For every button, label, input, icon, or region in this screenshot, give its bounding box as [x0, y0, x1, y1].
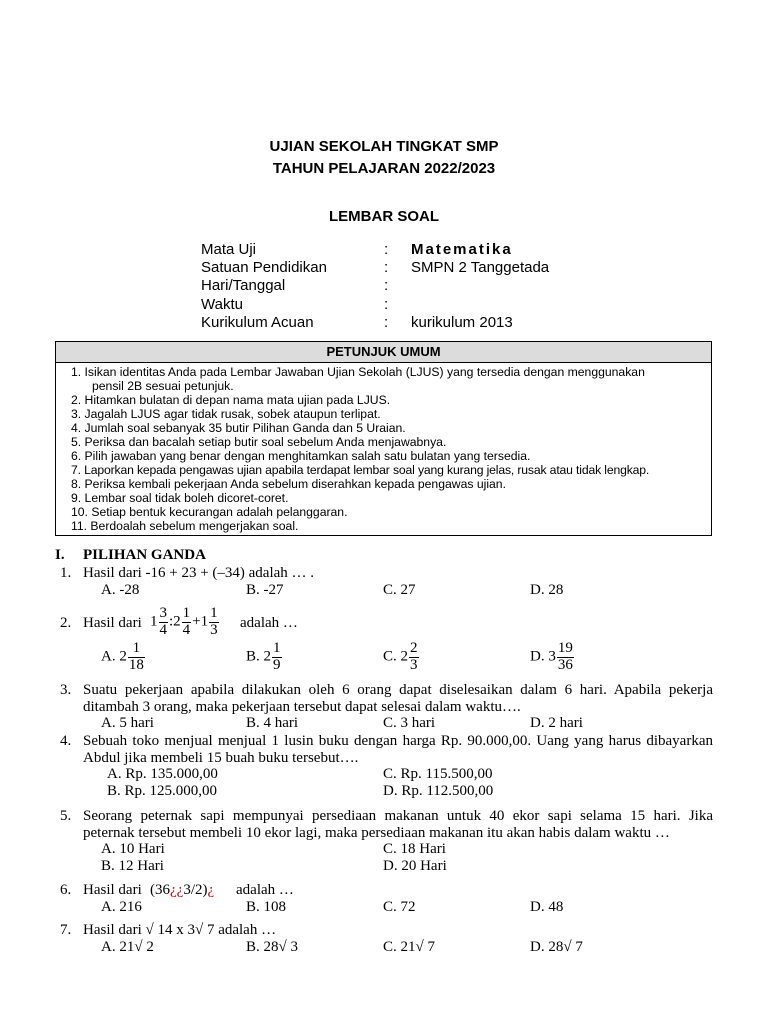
option-b: B. 108: [246, 899, 287, 915]
section-number: I.: [55, 547, 65, 563]
option-d: D. Rp. 112.500,00: [383, 783, 494, 799]
denominator: 3: [210, 621, 218, 638]
option-b: [246, 641, 283, 674]
sheet-title: LEMBAR SOAL: [329, 208, 439, 225]
denominator: 9: [273, 656, 281, 673]
instruction-item: 4. Jumlah soal sebanyak 35 butir Pilihan Ganda dan 5 Uraian.: [71, 421, 406, 435]
numerator: 1: [128, 641, 145, 658]
identity-label: Satuan Pendidikan: [201, 259, 327, 276]
option-label: B.: [246, 648, 260, 665]
identity-value: kurikulum 2013: [411, 314, 513, 331]
identity-colon: :: [384, 241, 389, 258]
instructions-title: PETUNJUK UMUM: [56, 342, 711, 363]
question-number: 3.: [60, 682, 72, 698]
whole-number: 1: [150, 613, 158, 630]
instruction-item: 10. Setiap bentuk kecurangan adalah pelanggaran.: [71, 505, 348, 519]
question-number: 7.: [60, 922, 72, 938]
option-c: C. 72: [383, 899, 416, 915]
question-number: 2.: [60, 615, 72, 631]
numerator: 19: [557, 640, 573, 656]
math-expression: [150, 882, 214, 899]
option-a: A. 21√ 2: [101, 939, 154, 955]
question-text: ditambah 3 orang, maka pekerjaan tersebut dapat selesai dalam waktu….: [83, 699, 521, 715]
error-glyph: ¿¿: [170, 882, 184, 898]
expression-part: (36: [150, 882, 170, 898]
numerator: 1: [210, 605, 218, 621]
question-text: Abdul jika membeli 15 buah buku tersebut….: [83, 750, 359, 766]
identity-label: Hari/Tanggal: [201, 277, 286, 294]
option-label: D.: [530, 648, 545, 665]
identity-label: Kurikulum Acuan: [201, 314, 314, 331]
denominator: 18: [128, 656, 144, 673]
question-text: Hasil dari: [83, 882, 142, 898]
option-a: A. 10 Hari: [101, 841, 165, 857]
identity-label: Waktu: [201, 296, 243, 313]
question-number: 6.: [60, 882, 72, 898]
option-b: B. 4 hari: [246, 715, 299, 731]
option-a: A. 5 hari: [101, 715, 154, 731]
instruction-item: 8. Periksa kembali pekerjaan Anda sebelum diserahkan kepada pengawas ujian.: [71, 477, 506, 491]
instruction-item: pensil 2B sesuai petunjuk.: [92, 379, 234, 393]
numerator: 1: [182, 605, 191, 621]
section-title: PILIHAN GANDA: [83, 547, 206, 563]
expression-part: 3/2): [183, 882, 208, 898]
instruction-item: 11. Berdoalah sebelum mengerjakan soal.: [71, 519, 299, 533]
option-label: A.: [101, 648, 116, 665]
question-number: 1.: [60, 565, 72, 581]
numerator: 3: [159, 605, 167, 621]
identity-value: SMPN 2 Tanggetada: [411, 259, 550, 276]
denominator: 36: [557, 656, 573, 673]
instruction-item: 7. Laporkan kepada pengawas ujian apabila terdapat lembar soal yang kurang jelas, rusak atau tidak lengkap.: [71, 463, 650, 477]
question-suffix: adalah …: [236, 882, 294, 898]
option-c: C. 3 hari: [383, 715, 436, 731]
question-number: 5.: [60, 808, 72, 824]
option-c: C. 18 Hari: [383, 841, 446, 857]
option-c: [383, 641, 420, 674]
identity-colon: :: [384, 314, 389, 331]
option-a: A. Rp. 135.000,00: [107, 766, 218, 782]
whole-number: 3: [548, 648, 556, 665]
instruction-item: 3. Jagalah LJUS agar tidak rusak, sobek ataupun terlipat.: [71, 407, 381, 421]
option-d: D. 28: [530, 582, 564, 598]
question-number: 4.: [60, 733, 72, 749]
fraction: [128, 641, 145, 674]
option-d: D. 2 hari: [530, 715, 583, 731]
identity-colon: :: [384, 277, 389, 294]
identity-colon: :: [384, 296, 389, 313]
fraction: [409, 641, 419, 674]
instruction-item: 9. Lembar soal tidak boleh dicoret-coret.: [71, 491, 289, 505]
instructions-box: [55, 341, 712, 536]
fraction: [209, 606, 219, 639]
option-c: C. 21√ 7: [383, 939, 435, 955]
question-text: Hasil dari -16 + 23 + (–34) adalah … .: [83, 565, 315, 581]
operator: +: [192, 613, 201, 630]
question-text: Suatu pekerjaan apabila dilakukan oleh 6 orang dapat diselesaikan dalam 6 hari. Apabila pekerja: [83, 682, 713, 698]
option-d: [530, 641, 575, 674]
instruction-item: 2. Hitamkan bulatan di depan nama mata ujian pada LJUS.: [71, 393, 391, 407]
option-a: A. -28: [101, 582, 140, 598]
identity-value: Matematika: [411, 241, 513, 258]
option-b: B. Rp. 125.000,00: [107, 783, 218, 799]
question-text: Seorang peternak sapi mempunyai persediaan makanan untuk 40 ekor sapi selama 15 hari. Jika: [83, 808, 713, 824]
numerator: 1: [273, 640, 281, 656]
option-label: C.: [383, 648, 397, 665]
whole-number: 1: [200, 613, 209, 630]
question-text: peternak tersebut membeli 10 ekor lagi, maka persediaan makanan itu akan habis dalam waktu …: [83, 825, 670, 841]
option-d: D. 28√ 7: [530, 939, 583, 955]
option-d: D. 20 Hari: [383, 858, 447, 874]
instruction-item: 1. Isikan identitas Anda pada Lembar Jawaban Ujian Sekolah (LJUS) yang tersedia dengan menggunakan: [71, 365, 645, 379]
whole-number: 2: [263, 648, 272, 665]
option-d: D. 48: [530, 899, 564, 915]
whole-number: 2: [119, 648, 127, 665]
numerator: 2: [410, 640, 418, 656]
whole-number: 2: [400, 648, 409, 665]
option-b: B. 28√ 3: [246, 939, 298, 955]
question-suffix: adalah …: [240, 615, 298, 631]
instruction-item: 6. Pilih jawaban yang benar dengan menghitamkan salah satu bulatan yang tersedia.: [71, 449, 531, 463]
fraction: [182, 606, 192, 639]
question-text: Hasil dari: [83, 615, 142, 631]
whole-number: 2: [173, 613, 181, 630]
question-text: Hasil dari √ 14 x 3√ 7 adalah …: [83, 922, 277, 938]
option-b: B. -27: [246, 582, 284, 598]
question-text: Sebuah toko menjual menjual 1 lusin buku dengan harga Rp. 90.000,00. Uang yang harus dibayarkan: [83, 733, 713, 749]
option-c: C. Rp. 115.500,00: [383, 766, 493, 782]
denominator: 3: [410, 656, 418, 673]
denominator: 4: [159, 621, 167, 638]
option-c: C. 27: [383, 582, 416, 598]
math-expression: [150, 606, 220, 639]
operator: :: [169, 613, 174, 630]
option-a: A. 216: [101, 899, 142, 915]
fraction: [159, 606, 169, 639]
school-year-title: TAHUN PELAJARAN 2022/2023: [272, 160, 496, 177]
error-glyph: ¿: [207, 882, 215, 898]
exam-title: UJIAN SEKOLAH TINGKAT SMP: [269, 138, 499, 155]
denominator: 4: [182, 621, 191, 638]
option-b: B. 12 Hari: [101, 858, 164, 874]
identity-label: Mata Uji: [201, 241, 257, 258]
instruction-item: 5. Periksa dan bacalah setiap butir soal sebelum Anda menjawabnya.: [71, 435, 447, 449]
identity-colon: :: [384, 259, 389, 276]
option-a: [101, 641, 146, 674]
fraction: [272, 641, 282, 674]
fraction: [557, 641, 574, 674]
